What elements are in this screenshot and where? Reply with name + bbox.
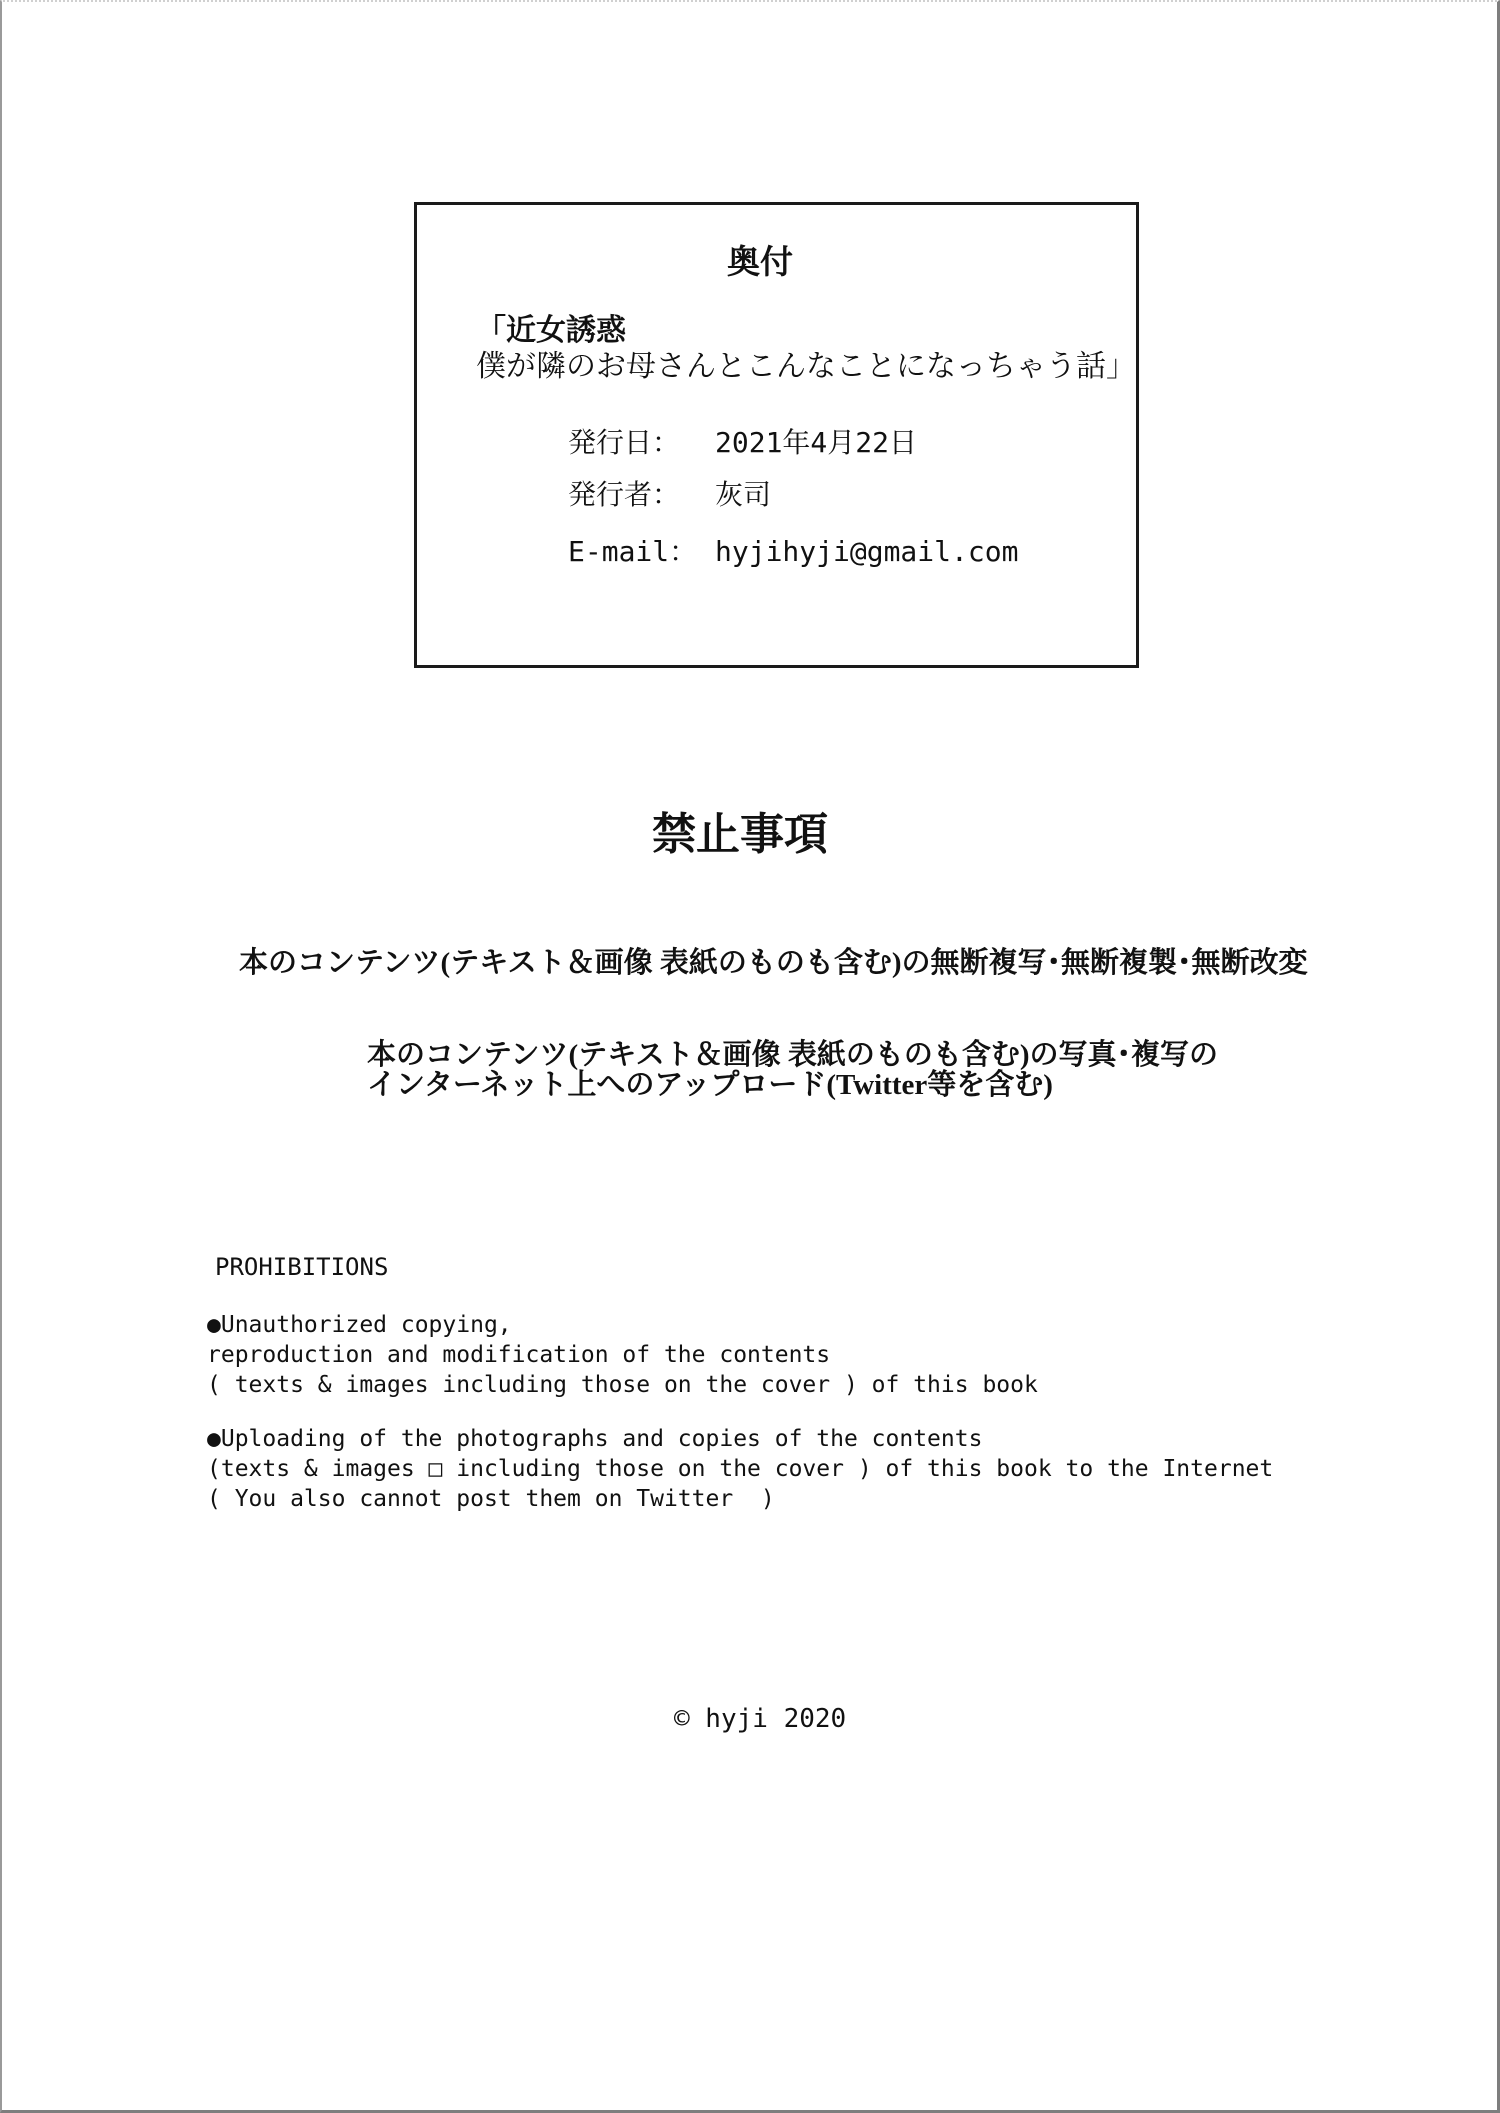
- prohibitions-ja-item-2: [367, 1041, 1218, 1100]
- copyright-line: © hyji 2020: [674, 1704, 847, 1734]
- publisher-row: [417, 478, 1136, 512]
- publish-date-value: 2021年4月22日: [715, 426, 918, 459]
- book-title-line-1: 「近女誘惑: [476, 314, 626, 347]
- prohibitions-en-bullet-2-line-1: ●Uploading of the photographs and copies of the contents: [207, 1426, 983, 1452]
- book-title-line-2: 僕が隣のお母さんとこんなことになっちゃう話」: [476, 350, 1136, 383]
- publisher-value: 灰司: [715, 478, 772, 511]
- email-label: E-mail：: [568, 535, 698, 568]
- prohibitions-en-heading: PROHIBITIONS: [215, 1253, 389, 1281]
- prohibitions-ja-item-2-line-1: 本のコンテンツ(テキスト＆画像 表紙のものも含む)の写真･複写の: [367, 1039, 1219, 1071]
- email-value: hyjihyji@gmail.com: [715, 535, 1019, 568]
- prohibitions-en-bullet-1: [207, 1310, 1038, 1400]
- book-title: [476, 313, 1136, 385]
- prohibitions-en-bullet-2: [207, 1424, 1273, 1514]
- prohibitions-ja-item-1: 本のコンテンツ(テキスト＆画像 表紙のものも含む)の無断複写･無断複製･無断改変: [239, 947, 1308, 979]
- publish-date-row: [417, 426, 1136, 460]
- prohibitions-en-bullet-1-line-2: reproduction and modification of the contents: [207, 1342, 831, 1368]
- email-row: [417, 535, 1136, 569]
- prohibitions-ja-heading: 禁止事項: [652, 810, 828, 859]
- prohibitions-en-bullet-1-line-3: ( texts & images including those on the cover ) of this book: [207, 1372, 1038, 1398]
- prohibitions-en-bullet-2-line-3: ( You also cannot post them on Twitter ): [207, 1486, 775, 1512]
- publisher-label: 発行者：: [568, 478, 681, 511]
- prohibitions-en-bullet-1-line-1: ●Unauthorized copying,: [207, 1312, 512, 1338]
- colophon-box: [414, 202, 1139, 668]
- prohibitions-en-bullet-2-line-2: (texts & images □ including those on the cover ) of this book to the Internet: [207, 1456, 1274, 1482]
- prohibitions-ja-item-2-line-2: インターネット上へのアップロード(Twitter等を含む): [367, 1068, 1053, 1101]
- publish-date-label: 発行日：: [568, 426, 681, 459]
- colophon-heading: 奥付: [727, 243, 793, 280]
